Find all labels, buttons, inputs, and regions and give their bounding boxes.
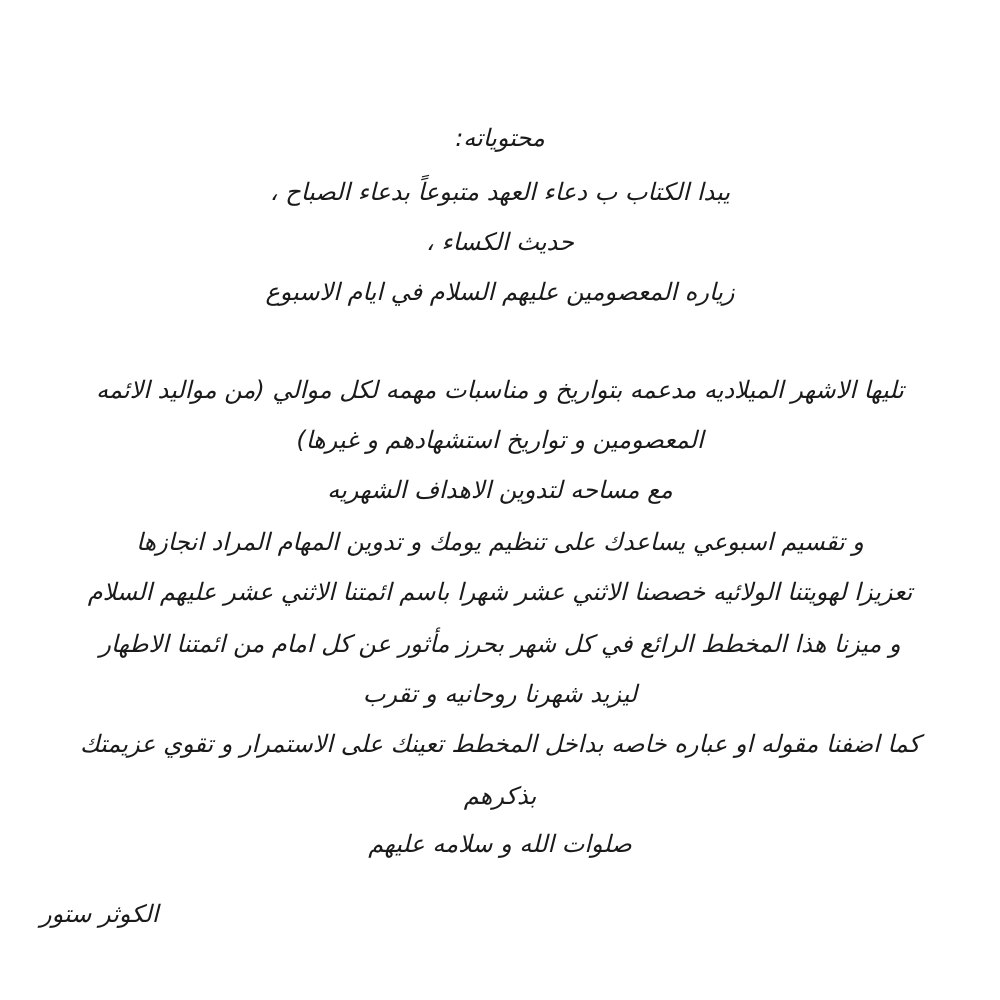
text-line: تليها الاشهر الميلاديه مدعمه بتواريخ و مناسبات مهمه لكل موالي (من مواليد الائمه	[96, 376, 904, 404]
contents-heading: محتوياته:	[455, 124, 545, 152]
text-line: كما اضفنا مقوله او عباره خاصه بداخل المخطط تعينك على الاستمرار و تقوي عزيمتك	[79, 730, 921, 758]
text-line: و ميزنا هذا المخطط الرائع في كل شهر بحرز مأثور عن كل امام من ائمتنا الاطهار	[99, 630, 901, 658]
text-line: بذكرهم	[463, 782, 537, 810]
text-line: يبدا الكتاب ب دعاء العهد متبوعاً بدعاء الصباح ،	[269, 178, 731, 206]
text-line: تعزيزا لهويتنا الولائيه خصصنا الاثني عشر شهرا باسم ائمتنا الاثني عشر عليهم السلام	[87, 578, 913, 606]
store-signature: الكوثر ستور	[40, 900, 159, 928]
text-line: زياره المعصومين عليهم السلام في ايام الاسبوع	[265, 278, 735, 306]
text-line: حديث الكساء ،	[426, 228, 574, 256]
text-line: و تقسيم اسبوعي يساعدك على تنظيم يومك و تدوين المهام المراد انجازها	[136, 528, 864, 556]
text-line: مع مساحه لتدوين الاهداف الشهريه	[327, 476, 673, 504]
text-line: ليزيد شهرنا روحانيه و تقرب	[362, 680, 638, 708]
closing-line: صلوات الله و سلامه عليهم	[368, 830, 632, 858]
text-line: المعصومين و تواريخ استشهادهم و غيرها)	[296, 426, 704, 454]
